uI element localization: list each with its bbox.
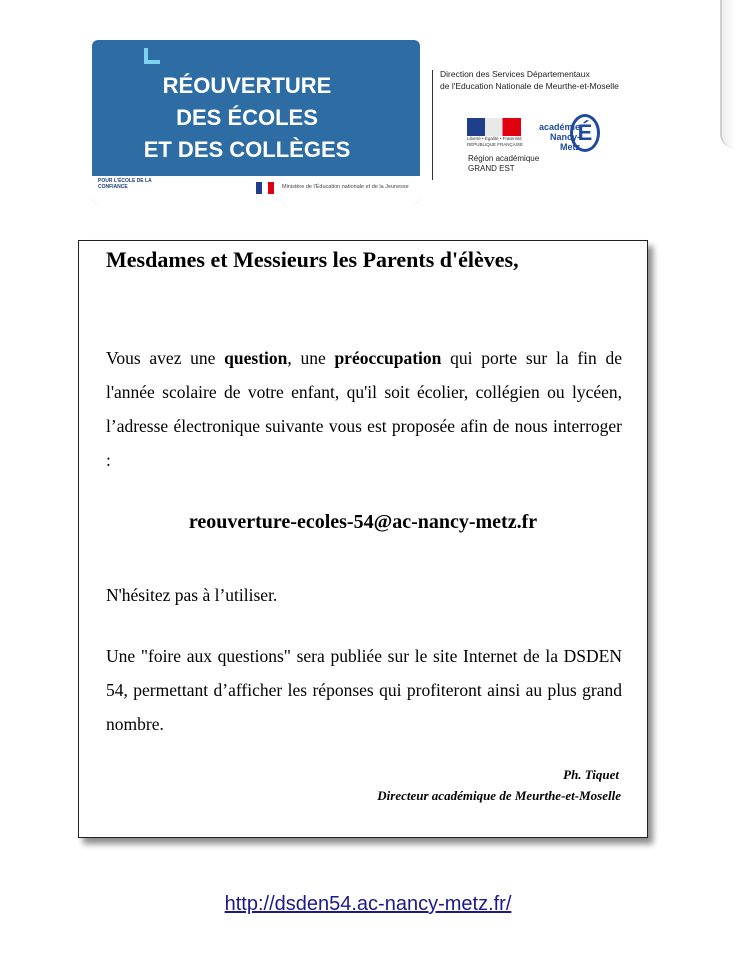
signature-title: Directeur académique de Meurthe-et-Moselle (377, 788, 621, 803)
salutation: Mesdames et Messieurs les Parents d'élèves, (106, 247, 519, 272)
banner-title-line: ET DES COLLÈGES (143, 137, 351, 162)
ecole-confiance-label: POUR L'ÉCOLE DE LA CONFIANCE (98, 178, 152, 190)
page-edge-marker (720, 0, 736, 148)
banner-title-line: DES ÉCOLES (176, 105, 318, 130)
contact-email: reouverture-ecoles-54@ac-nancy-metz.fr (188, 511, 538, 533)
header-divider (432, 70, 433, 180)
encourage-paragraph: N'hésitez pas à l’utiliser. (106, 585, 278, 605)
dsden-title-line: Direction des Services Départementaux (440, 69, 590, 79)
region-line: GRAND EST (468, 164, 515, 173)
region-line: Région académique (468, 154, 540, 163)
region-academique (468, 154, 588, 174)
question-emphasis: question (224, 348, 288, 368)
republique-name: RÉPUBLIQUE FRANÇAISE (467, 142, 524, 147)
dsden-title (440, 68, 640, 92)
marianne-flag-icon (467, 118, 521, 136)
dsden-title-line: de l'Education Nationale de Meurthe-et-Moselle (440, 81, 619, 91)
republique-motto: Liberté • Égalité • Fraternité (467, 136, 522, 141)
intro-text: , une (287, 348, 335, 368)
dsden-website-link[interactable]: http://dsden54.ac-nancy-metz.fr/ (224, 893, 512, 915)
intro-text: qui porte sur la fin de l'année scolaire de votre enfant, qu'il soit écolier, collégien ou lycéen, l’adresse électronique suivante vous est proposée afin de nous interroger : (106, 348, 622, 470)
letter-box (78, 240, 648, 838)
banner-title (132, 70, 362, 166)
banner-title-line: RÉOUVERTURE (162, 73, 332, 98)
preoccupation-emphasis: préoccupation (334, 348, 442, 368)
banner-footer (92, 176, 420, 204)
republique-francaise-logo (467, 118, 523, 148)
republique-flag-icon (256, 182, 274, 194)
ministry-label: Ministère de l'Éducation nationale et de la Jeunesse (282, 184, 409, 190)
academie-label-line: académie (538, 122, 580, 132)
signature-name: Ph. Tiquet (563, 767, 619, 782)
academie-label-line: Nancy-Metz (549, 132, 580, 152)
intro-text: Vous avez une (106, 348, 225, 368)
faq-paragraph: Une "foire aux questions" sera publiée sur le site Internet de la DSDEN 54, permettant d’afficher les réponses qui profiteront ainsi au plus grand nombre. (106, 646, 622, 734)
intro-paragraph (106, 341, 622, 477)
academie-logo-icon: É (570, 114, 600, 152)
banner-corner-accent (144, 48, 160, 64)
reopening-banner (92, 40, 420, 204)
